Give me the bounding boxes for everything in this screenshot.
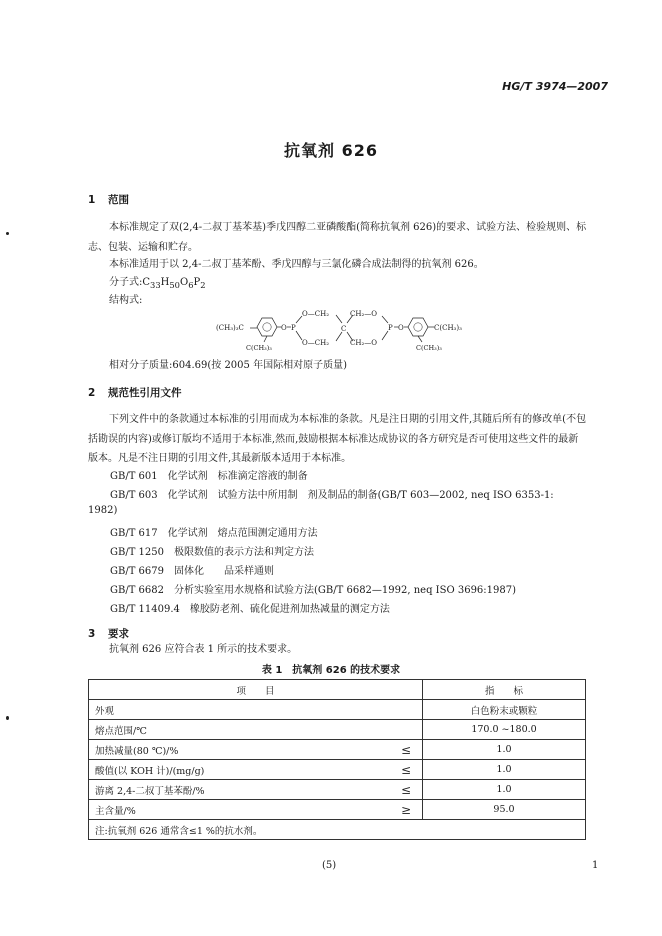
row-value: 1.0 (423, 780, 586, 800)
reference-code: GB/T 1250 (110, 547, 165, 558)
requirements-table (88, 679, 586, 840)
row-item: 游离 2,4-二叔丁基苯酚/% (89, 780, 391, 800)
structural-formula (210, 304, 510, 356)
row-value: 1.0 (423, 740, 586, 760)
table-row (89, 760, 586, 780)
normative-references-paragraph: 下列文件中的条款通过本标准的引用而成为本标准的条款。凡是注日期的引用文件,其随后所有的修改单(不包括勘误的内容)或修订版均不适用于本标准,然而,鼓励根据本标准达成协议的各方研究是否可使用这些文件的最新版本。凡是不注日期的引用文件,其最新版本适用于本标准。 (88, 414, 587, 464)
table-note-row (89, 820, 586, 840)
section-number: 2 (88, 387, 96, 399)
reference-code: GB/T 601 (110, 471, 158, 482)
section-title: 范围 (108, 194, 129, 206)
table-row (89, 740, 586, 760)
row-operator (390, 700, 423, 720)
formula-c-sub: 33 (150, 280, 161, 290)
reference-title: 化学试剂 标准滴定溶液的制备 (167, 471, 308, 482)
reference-code: GB/T 11409.4 (110, 604, 180, 615)
row-value: 170.0 ~180.0 (423, 720, 586, 740)
struct-bottom-left-group: C(CH₃)₃ (246, 344, 272, 352)
page-number-center: (5) (322, 860, 337, 871)
requirements-paragraph: 抗氧剂 626 应符合表 1 所示的技术要求。 (109, 644, 298, 655)
struct-o-ch2-bottom-left: O—CH₂ (302, 339, 330, 347)
reference-item-continuation (88, 505, 127, 516)
standard-code: HG/T 3974—2007 (502, 80, 608, 93)
column-header-item: 项 目 (89, 680, 423, 700)
table-header-row (89, 680, 586, 700)
scan-speck (6, 716, 9, 720)
formula-label: 分子式: (109, 277, 143, 288)
table-note: 注:抗氧剂 626 通常含≤1 %的抗水剂。 (89, 820, 586, 840)
reference-item (110, 486, 554, 501)
reference-code: 1982) (88, 505, 118, 516)
row-item: 熔点范围/℃ (89, 720, 391, 740)
row-operator: ≤ (390, 780, 423, 800)
table-row (89, 700, 586, 720)
formula-p-sub: 2 (200, 280, 206, 290)
page-title: 抗氧剂 626 (284, 141, 378, 160)
formula-p: P (193, 277, 201, 288)
reference-item (110, 467, 308, 482)
scan-speck (6, 232, 9, 235)
row-operator (390, 720, 423, 740)
struct-ch2-o-top-right: CH₂—O (350, 310, 378, 318)
reference-title: 极限数值的表示方法和判定方法 (174, 547, 315, 558)
molecular-weight: 相对分子质量:604.69(按 2005 年国际相对原子质量) (109, 360, 347, 371)
page-number-right: 1 (592, 860, 599, 871)
section-title: 要求 (108, 628, 129, 640)
struct-p-right: P (388, 324, 393, 332)
reference-title: 化学试剂 熔点范围测定通用方法 (167, 528, 318, 539)
row-value: 白色粉末或颗粒 (423, 700, 586, 720)
formula-c: C (142, 277, 151, 288)
column-header-value: 指 标 (423, 680, 586, 700)
reference-item (110, 581, 516, 596)
table-row (89, 720, 586, 740)
row-operator: ≤ (390, 740, 423, 760)
formula-o-sub: 6 (188, 280, 194, 290)
reference-title: 化学试剂 试验方法中所用制 剂及制品的制备(GB/T 603—2002, neq ISO 6353-1: (167, 490, 554, 501)
row-item: 加热减量(80 ℃)/% (89, 740, 391, 760)
row-item: 主含量/% (89, 800, 391, 820)
struct-o-left: O (281, 324, 287, 332)
struct-bottom-right-group: C(CH₃)₃ (416, 344, 442, 352)
scope-paragraph-1: 本标准规定了双(2,4-二叔丁基苯基)季戊四醇二亚磷酸酯(简称抗氧剂 626)的要求、试验方法、检验规则、标志、包装、运输和贮存。 (88, 222, 587, 253)
struct-right-group: C(CH₃)₃ (434, 324, 462, 332)
section-1-heading (88, 192, 129, 207)
row-operator: ≥ (390, 800, 423, 820)
benzene-ring-left (257, 318, 277, 336)
scope-paragraph-2: 本标准适用于以 2,4-二叔丁基苯酚、季戊四醇与三氯化磷合成法制得的抗氧剂 626。 (109, 259, 484, 270)
section-number: 1 (88, 194, 96, 206)
struct-o-right: O (398, 324, 404, 332)
reference-item (110, 600, 390, 615)
struct-o-ch2-top-left: O—CH₂ (302, 310, 330, 318)
reference-item (110, 543, 314, 558)
reference-title: 橡胶防老剂、硫化促进剂加热减量的测定方法 (189, 604, 390, 615)
section-3-heading (88, 626, 129, 641)
section-2-heading (88, 385, 182, 400)
row-value: 95.0 (423, 800, 586, 820)
benzene-ring-right (408, 318, 428, 336)
table-row (89, 780, 586, 800)
table-caption: 表 1 抗氧剂 626 的技术要求 (261, 665, 401, 676)
table-row (89, 800, 586, 820)
section-title: 规范性引用文件 (108, 387, 182, 399)
formula-h: H (160, 277, 170, 288)
row-item: 酸值(以 KOH 计)/(mg/g) (89, 760, 391, 780)
formula-o: O (179, 277, 189, 288)
reference-code: GB/T 617 (110, 528, 158, 539)
reference-code: GB/T 6679 (110, 566, 165, 577)
reference-code: GB/T 6682 (110, 585, 165, 596)
row-value: 1.0 (423, 760, 586, 780)
row-operator: ≤ (390, 760, 423, 780)
molecular-formula (109, 273, 206, 290)
struct-p-left: P (291, 324, 296, 332)
reference-item (110, 524, 318, 539)
formula-h-sub: 50 (169, 280, 180, 290)
structure-label: 结构式: (109, 295, 143, 306)
struct-ch2-o-bottom-right: CH₂—O (350, 339, 378, 347)
reference-title: 固体化 品采样通则 (174, 566, 275, 577)
reference-title: 分析实验室用水规格和试验方法(GB/T 6682—1992, neq ISO 3696:1987) (174, 585, 517, 596)
row-item: 外观 (89, 700, 391, 720)
reference-item (110, 562, 274, 577)
struct-left-group: (CH₃)₃C (216, 324, 244, 332)
struct-center-c: C (341, 325, 347, 333)
reference-code: GB/T 603 (110, 490, 158, 501)
section-number: 3 (88, 628, 96, 640)
